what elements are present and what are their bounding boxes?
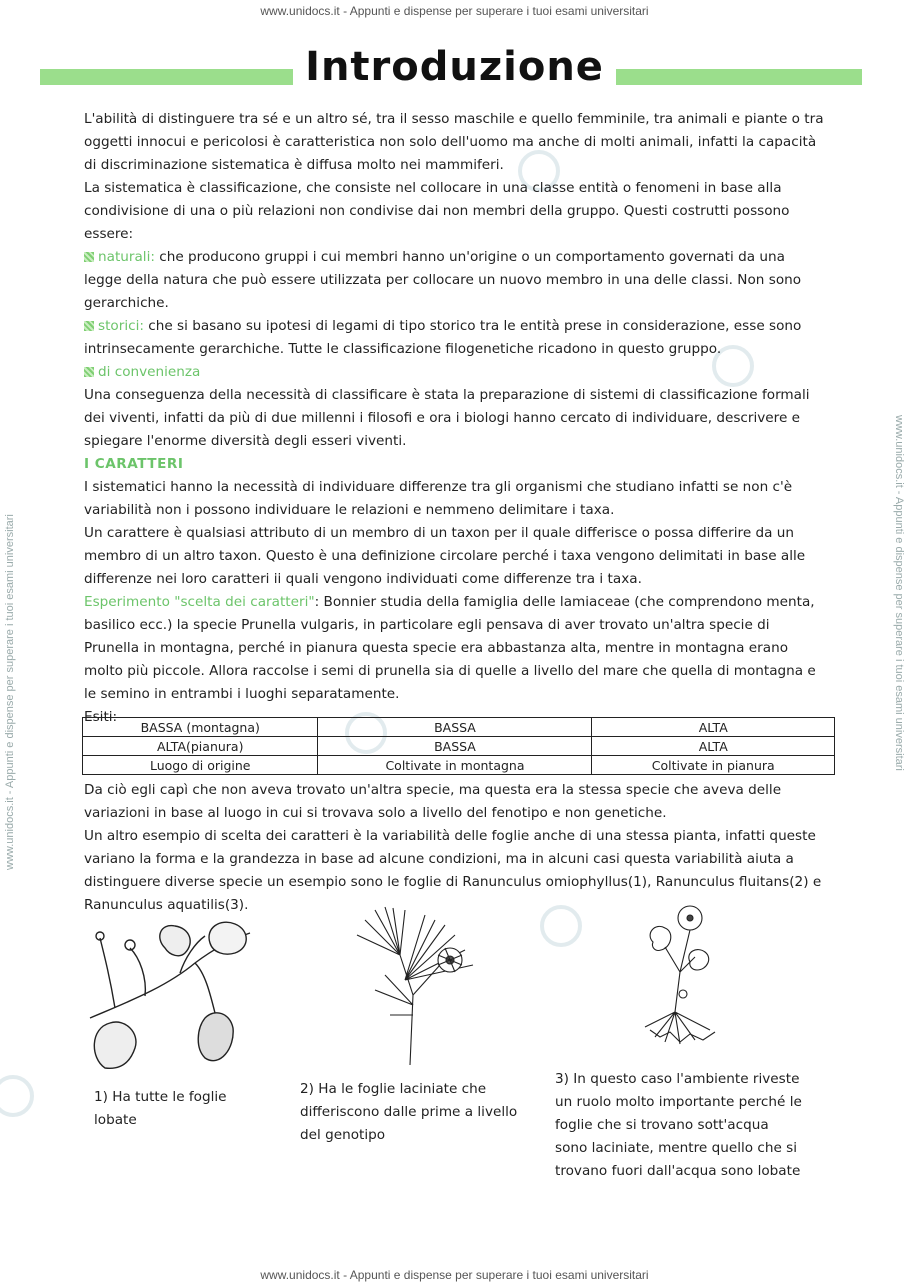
intro-paragraph-2: La sistematica è classificazione, che consiste nel collocare in una classe entità o fenomeni in base alla condivisione di una o più relazioni non condivise dai non membri della gruppo. Questi costrutti possono essere: xyxy=(84,180,790,242)
bullet-square-icon xyxy=(84,367,94,377)
figure-ranunculus-fluitans xyxy=(345,905,495,1070)
caption-figure-1: 1) Ha tutte le foglie lobate xyxy=(94,1089,227,1128)
page-title: Introduzione xyxy=(0,44,909,90)
convenienza-item: di convenienza xyxy=(84,361,826,384)
table-cell: ALTA xyxy=(592,718,835,737)
table-cell: ALTA xyxy=(592,737,835,756)
caratteri-paragraph-2: Un carattere è qualsiasi attributo di un membro di un taxon per il quale differisce o possa differire da un membro di un altro taxon. Questo è una definizione circolare perché i taxa vengono delimitati in base alle differenze nei loro caratteri ii quali vengono individuati come differenze tra i taxa. xyxy=(84,525,806,587)
figure-ranunculus-aquatilis xyxy=(635,902,735,1052)
intro-paragraph-1: L'abilità di distinguere tra sé e un altro sé, tra il sesso maschile e quello femminile, tra animali e piante o tra oggetti innocui e pericolosi è caratteristica non solo dell'uomo ma anche di molti animali, infatti la capacità di discriminazione sistematica è diffusa molto nei mammiferi. xyxy=(84,111,824,173)
after-paragraph-2: Un altro esempio di scelta dei caratteri è la variabilità delle foglie anche di una stessa pianta, infatti queste variano la forma e la grandezza in base ad alcune condizioni, ma in alcuni casi questa variabilità aiuta a distinguere diverse specie un esempio sono le foglie di Ranunculus omiophyllus(1), Ranunculus fluitans(2) e Ranunculus aquatilis(3). xyxy=(84,828,822,913)
caption-figure-3: 3) In questo caso l'ambiente riveste un ruolo molto importante perché le foglie che si trovano sott'acqua sono laciniate, mentre quello che si trovano fuori dall'acqua sono lobate xyxy=(555,1071,802,1179)
watermark-bottom: www.unidocs.it - Appunti e dispense per superare i tuoi esami universitari xyxy=(260,1268,649,1282)
bullet-square-icon xyxy=(84,321,94,331)
after-paragraph-1: Da ciò egli capì che non aveva trovato un'altra specie, ma questa era la stessa specie che aveva delle variazioni in base al luogo in cui si trovava solo a livello del fenotipo e non genetiche. xyxy=(84,782,782,821)
table-row xyxy=(83,718,835,737)
watermark-left: www.unidocs.it - Appunti e dispense per superare i tuoi esami universitari xyxy=(4,514,16,870)
intro-paragraph-3: Una conseguenza della necessità di classificare è stata la preparazione di sistemi di classificazione formali dei viventi, infatti da più di due millenni i filosofi e ora i biologi hanno cercato di individuare, descrivere e spiegare l'enorme diversità degli esseri viventi. xyxy=(84,387,810,449)
table-cell: Luogo di origine xyxy=(83,756,318,775)
after-table-text xyxy=(84,779,826,917)
table-cell: BASSA xyxy=(318,737,592,756)
caption-figure-2: 2) Ha le foglie laciniate che differiscono dalle prime a livello del genotipo xyxy=(300,1081,518,1143)
watermark-right: www.unidocs.it - Appunti e dispense per superare i tuoi esami universitari xyxy=(893,415,905,771)
esiti-label: Esiti: xyxy=(84,709,118,725)
naturali-item: naturali: che producono gruppi i cui membri hanno un'origine o un comportamento governati da una legge della natura che può essere utilizzata per collocare un nuovo membro in una delle classi. Non sono gerarchiche. xyxy=(84,249,802,311)
results-table xyxy=(82,717,835,775)
table-cell: BASSA (montagna) xyxy=(83,718,318,737)
figure-ranunculus-omiophyllus xyxy=(85,918,255,1078)
section-heading-caratteri: I CARATTERI xyxy=(84,456,184,472)
table-row xyxy=(83,756,835,775)
storici-item: storici: che si basano su ipotesi di legami di tipo storico tra le entità prese in considerazione, esse sono intrinsecamente gerarchiche. Tutte le classificazione filogenetiche ricadono in questo gruppo. xyxy=(84,318,802,357)
bullet-square-icon xyxy=(84,252,94,262)
table-cell: Coltivate in montagna xyxy=(318,756,592,775)
table-cell: ALTA(pianura) xyxy=(83,737,318,756)
caratteri-paragraph-1: I sistematici hanno la necessità di individuare differenze tra gli organismi che studiano infatti se non c'è variabilità non i possono individuare le relazioni e nemmeno delimitare i taxa. xyxy=(84,479,793,518)
watermark-top: www.unidocs.it - Appunti e dispense per superare i tuoi esami universitari xyxy=(260,4,649,18)
watermark-logo-icon xyxy=(0,1075,34,1117)
main-text xyxy=(84,108,826,729)
experiment-paragraph: Esperimento "scelta dei caratteri": Bonnier studia della famiglia delle lamiaceae (che comprendono menta, basilico ecc.) la specie Prunella vulgaris, in particolare egli pensava di aver trovato un'altra specie di Prunella in montagna, perché in pianura questa specie era abbastanza alta, mentre in montagna erano molto più piccole. Allora raccolse i semi di prunella sia di quelle a livello del mare che quella di montagna e le semino in entrambi i luoghi separatamente. xyxy=(84,594,816,702)
table-cell: Coltivate in pianura xyxy=(592,756,835,775)
table-row xyxy=(83,737,835,756)
table-cell: BASSA xyxy=(318,718,592,737)
